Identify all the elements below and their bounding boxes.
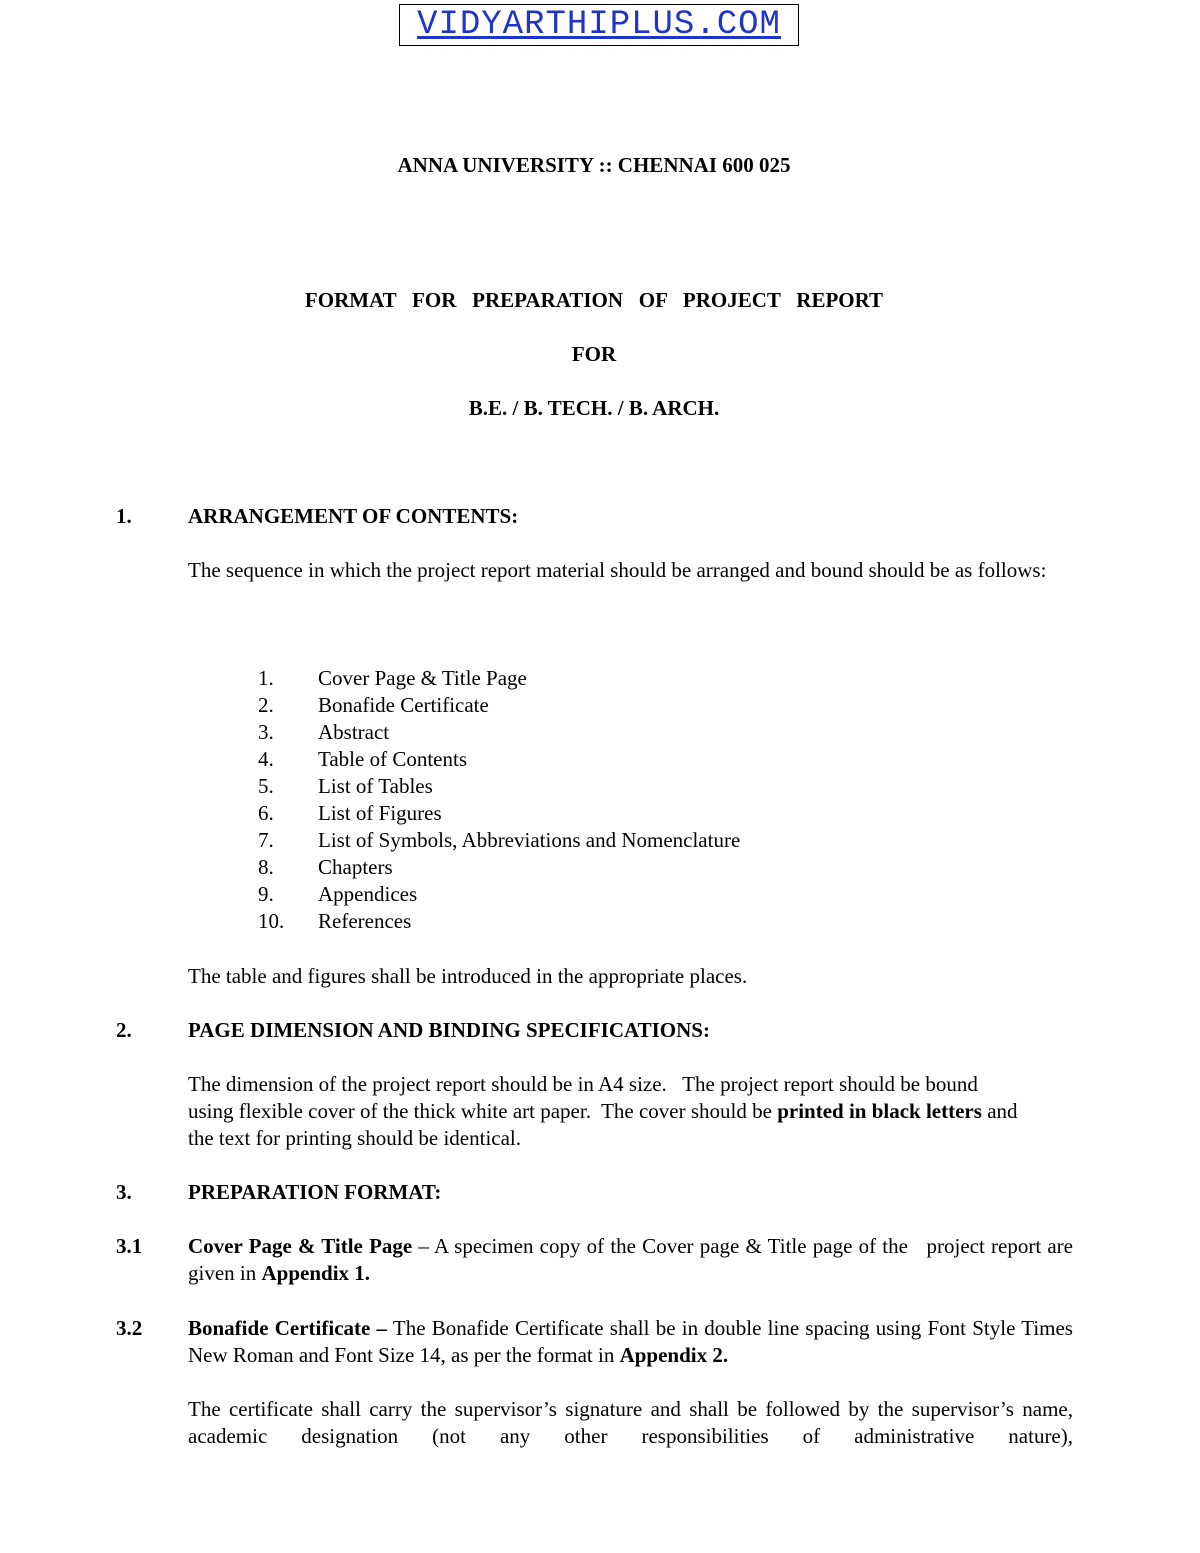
document-title-degrees: B.E. / B. TECH. / B. ARCH. [468,396,720,420]
section-1-heading: ARRANGEMENT OF CONTENTS: [188,504,519,528]
section-3-number: 3. [116,1180,132,1204]
section-3-2-paragraph-2: The certificate shall carry the supervisor’s signature and shall be followed by the supervisor’s name, academic designation (not any other responsibilities of administrative nature), [188,1397,1073,1448]
list-item-text: Table of Contents [318,747,467,771]
section-3-1-number: 3.1 [116,1234,143,1258]
section-3-1-text: – A specimen copy of the Cover page & Title page of the project report are given in [188,1234,1079,1285]
section-3-1-title: Cover Page & Title Page [188,1234,413,1258]
list-item-number: 6. [258,801,274,825]
list-item-number: 8. [258,855,274,879]
section-3-2-ref: Appendix 2. [619,1343,729,1367]
section-1-footer: The table and figures shall be introduced in the appropriate places. [188,964,748,988]
list-item-text: Abstract [318,720,390,744]
list-item-number: 4. [258,747,274,771]
section-1-intro: The sequence in which the project report material should be arranged and bound should be as follows: [188,558,1047,582]
list-item-number: 3. [258,720,274,744]
list-item-number: 7. [258,828,274,852]
section-2-text-b: and the text for printing should be identical. [188,1099,1023,1150]
list-item-number: 10. [258,909,285,933]
section-3-1-body [188,1233,1079,1287]
section-3-2-body [188,1315,1073,1369]
list-item-number: 1. [258,666,274,690]
document-title-for: FOR [571,342,617,366]
section-2-text-bold: printed in black letters [777,1099,982,1123]
section-1-number: 1. [116,504,132,528]
list-item-text: List of Figures [318,801,442,825]
list-item-number: 9. [258,882,274,906]
university-heading: ANNA UNIVERSITY :: CHENNAI 600 025 [397,153,791,177]
list-item-number: 2. [258,693,274,717]
section-2-text-a: The dimension of the project report should be in A4 size. The project report should be bound using flexible cover of the thick white art paper. The cover should be [188,1072,984,1123]
section-3-2-number: 3.2 [116,1316,143,1340]
section-3-2-title: Bonafide Certificate – [188,1316,388,1340]
document-title: FORMAT FOR PREPARATION OF PROJECT REPORT [304,288,884,312]
list-item-text: Chapters [318,855,393,879]
list-item-text: Bonafide Certificate [318,693,489,717]
list-item-text: List of Symbols, Abbreviations and Nomenclature [318,828,741,852]
list-item-text: Cover Page & Title Page [318,666,527,690]
section-2-heading: PAGE DIMENSION AND BINDING SPECIFICATIONS: [188,1018,710,1042]
section-2-number: 2. [116,1018,132,1042]
section-3-1-ref: Appendix 1. [261,1261,371,1285]
list-item-text: List of Tables [318,774,433,798]
watermark-link[interactable]: VIDYARTHIPLUS.COM [399,4,799,46]
list-item-number: 5. [258,774,274,798]
section-3-heading: PREPARATION FORMAT: [188,1180,442,1204]
section-2-body [188,1071,1023,1152]
list-item-text: References [318,909,412,933]
section-3-2-text: The Bonafide Certificate shall be in double line spacing using Font Style Times New Roman and Font Size 14, as per the format in [188,1316,1073,1367]
list-item-text: Appendices [318,882,418,906]
